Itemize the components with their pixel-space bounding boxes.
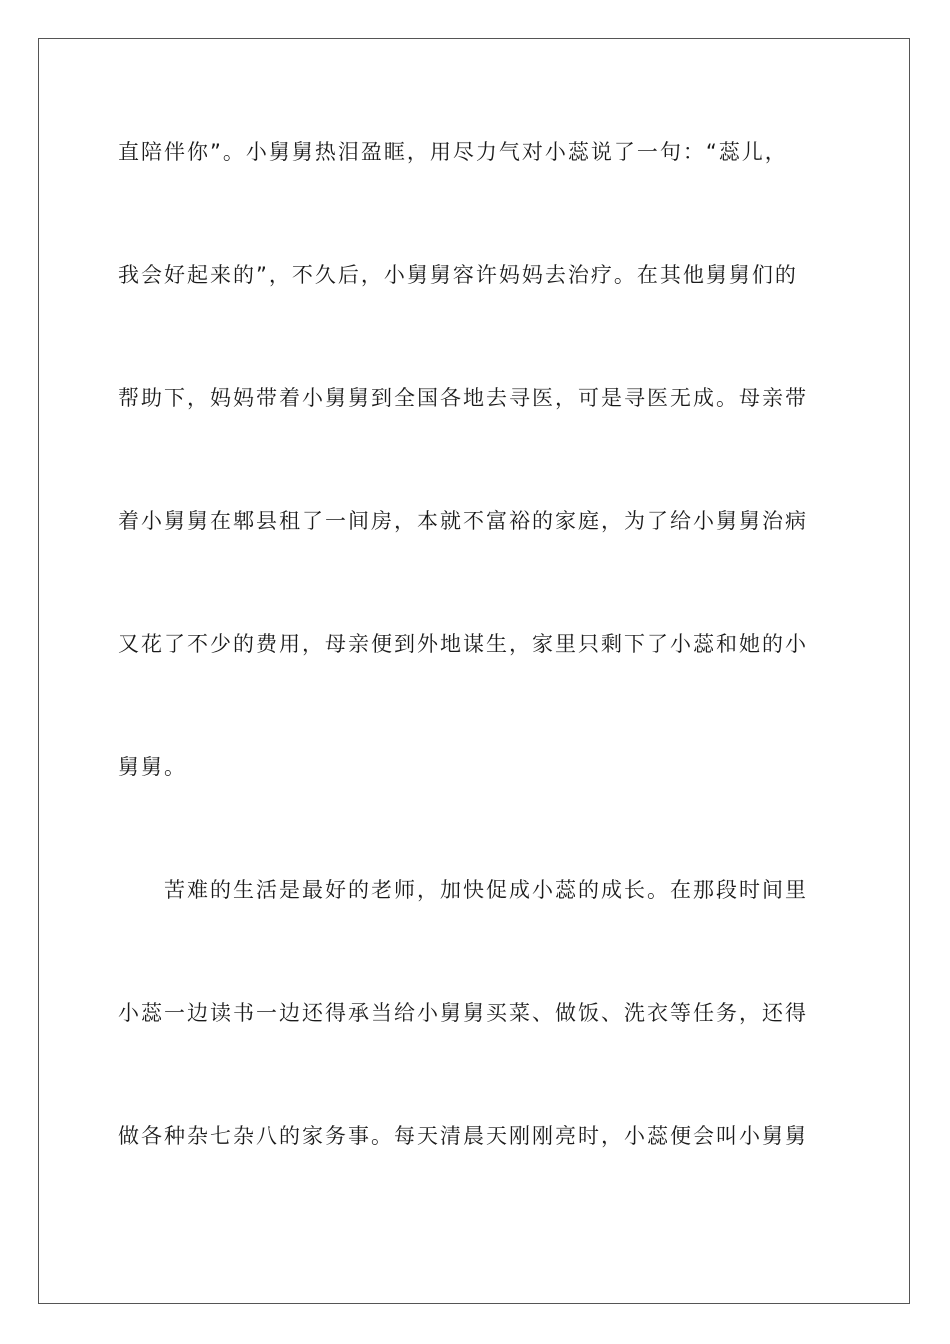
text-line: 又花了不少的费用，母亲便到外地谋生，家里只剩下了小蕊和她的小 xyxy=(118,632,808,656)
text-line: 小蕊一边读书一边还得承当给小舅舅买菜、做饭、洗衣等任务，还得 xyxy=(118,1001,808,1025)
text-line: 直陪伴你”。小舅舅热泪盈眶，用尽力气对小蕊说了一句：“蕊儿， xyxy=(118,140,788,164)
text-line: 我会好起来的”，不久后，小舅舅容许妈妈去治疗。在其他舅舅们的 xyxy=(118,263,798,287)
text-line: 帮助下，妈妈带着小舅舅到全国各地去寻医，可是寻医无成。母亲带 xyxy=(118,386,808,410)
text-line: 舅舅。 xyxy=(118,755,187,779)
text-line: 做各种杂七杂八的家务事。每天清晨天刚刚亮时，小蕊便会叫小舅舅 xyxy=(118,1124,808,1148)
document-body xyxy=(118,130,838,1237)
paragraph-start-line: 苦难的生活是最好的老师，加快促成小蕊的成长。在那段时间里 xyxy=(164,878,808,902)
text-line: 着小舅舅在郫县租了一间房，本就不富裕的家庭，为了给小舅舅治病 xyxy=(118,509,808,533)
